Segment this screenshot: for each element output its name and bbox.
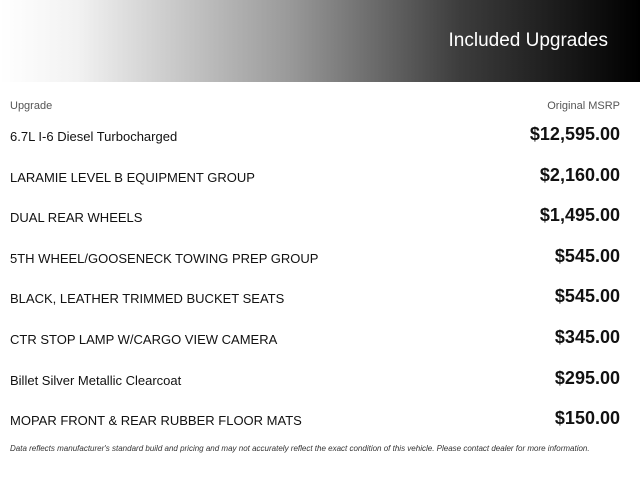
upgrade-row	[0, 238, 640, 279]
upgrade-row	[0, 319, 640, 360]
upgrade-name: DUAL REAR WHEELS	[10, 210, 143, 226]
upgrades-list	[0, 116, 640, 441]
upgrade-price: $12,595.00	[529, 124, 620, 144]
upgrade-row	[0, 400, 640, 441]
upgrade-name: CTR STOP LAMP W/CARGO VIEW CAMERA	[10, 331, 278, 347]
upgrade-price: $295.00	[554, 367, 620, 388]
upgrade-name: 6.7L I-6 Diesel Turbocharged	[10, 129, 178, 144]
upgrade-name: LARAMIE LEVEL B EQUIPMENT GROUP	[10, 169, 255, 185]
upgrade-row	[0, 116, 640, 157]
upgrade-row	[0, 197, 640, 238]
column-header-upgrade: Upgrade	[10, 100, 53, 112]
upgrade-price: $2,160.00	[539, 164, 620, 185]
upgrade-name: MOPAR FRONT & REAR RUBBER FLOOR MATS	[10, 413, 302, 429]
disclaimer-text: Data reflects manufacturer's standard build and pricing and may not accurately reflect the exact condition of this vehicle. Please contact dealer for more information.	[10, 444, 590, 453]
upgrade-name: BLACK, LEATHER TRIMMED BUCKET SEATS	[10, 291, 285, 307]
upgrade-row	[0, 278, 640, 319]
page-title: Included Upgrades	[448, 30, 608, 51]
column-header-msrp: Original MSRP	[547, 100, 620, 112]
upgrade-price: $150.00	[554, 408, 620, 429]
upgrade-price: $1,495.00	[539, 205, 620, 226]
upgrade-row	[0, 360, 640, 401]
upgrade-price: $545.00	[554, 286, 620, 307]
upgrade-price: $345.00	[554, 326, 620, 347]
upgrade-name: 5TH WHEEL/GOOSENECK TOWING PREP GROUP	[10, 250, 319, 266]
header-banner	[0, 0, 640, 82]
upgrade-price: $545.00	[554, 245, 620, 266]
upgrade-name: Billet Silver Metallic Clearcoat	[10, 372, 182, 388]
upgrade-row	[0, 157, 640, 198]
